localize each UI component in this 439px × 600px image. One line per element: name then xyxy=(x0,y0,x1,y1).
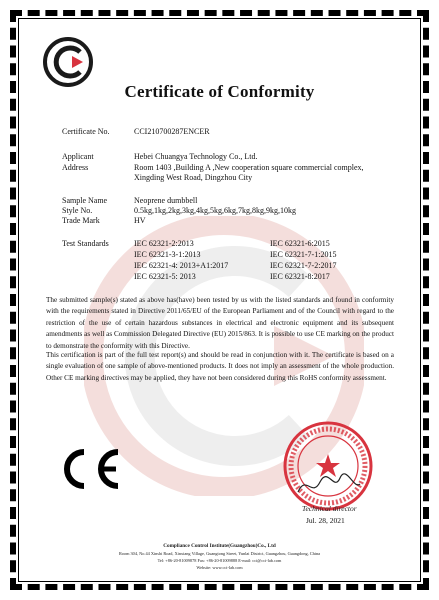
standard-item: IEC 62321-7-2:2017 xyxy=(270,261,337,270)
footer-contact: Tel: +86-20-81009878 Fax: +86-20-81009888 E-mail: cci@cci-lab.com xyxy=(157,558,282,563)
style-no-value: 0.5kg,1kg,2kg,3kg,4kg,5kg,6kg,7kg,8kg,9kg,10kg xyxy=(134,206,296,215)
document-title: Certificate of Conformity xyxy=(124,82,315,101)
signatory-title: Technical director xyxy=(302,504,357,513)
sample-name-label: Sample Name xyxy=(62,196,108,205)
certificate-no-label: Certificate No. xyxy=(62,127,110,136)
trade-mark-value: HV xyxy=(134,216,146,225)
signature-icon xyxy=(294,470,364,500)
address-line-2: Xingding West Road, Dingzhou City xyxy=(134,173,253,182)
standard-item: IEC 62321-5: 2013 xyxy=(134,272,196,281)
conformity-statement: The submitted sample(s) stated as above has(have) been tested by us with the listed standards and found in conformity with the requirements stated in Directive 2011/65/EU of the European Parliament and of the Council with regard to the restriction of the use of certain hazardous substances in electrical and electronic equipment and its subsequent amendments as well as Commission Delegated Directive (EU) 2015/863. It is possible to use CE marking on the product to demonstrate the conformity with this Directive. xyxy=(46,296,394,350)
style-no-label: Style No. xyxy=(62,206,93,215)
footer-company-name: Compliance Control Institute(Guangzhou)Co., Ltd xyxy=(163,543,276,549)
applicant-value: Hebei Chuangya Technology Co., Ltd. xyxy=(134,152,258,161)
applicant-label: Applicant xyxy=(62,152,94,161)
ce-mark-icon xyxy=(54,446,124,492)
standard-item: IEC 62321-7-1:2015 xyxy=(270,250,337,259)
footer-address: Room 304, No.44 Xinshi Road, Xinxiang Village, Guangtong Street, Yunlai District, Guangzhou, Guangdong, China xyxy=(118,551,321,556)
standard-item: IEC 62321-8:2017 xyxy=(270,272,330,281)
address-line-1: Room 1403 ,Building A ,New cooperation square commercial complex, xyxy=(134,163,364,172)
sample-name-value: Neoprene dumbbell xyxy=(134,196,198,205)
footer-website: Website: www.cci-lab.com xyxy=(196,565,243,570)
standard-item: IEC 62321-2:2013 xyxy=(134,239,194,248)
address-label: Address xyxy=(62,163,89,172)
test-standards-label: Test Standards xyxy=(62,239,109,248)
standard-item: IEC 62321-4: 2013+A1:2017 xyxy=(134,261,229,270)
issue-date: Jul. 28, 2021 xyxy=(306,516,345,525)
standard-item: IEC 62321-6:2015 xyxy=(270,239,330,248)
certificate-no-value: CCI210700287ENCER xyxy=(134,127,210,136)
certification-note: This certification is part of the full test report(s) and should be read in conjunction with it. The certificate is based on a single evaluation of one sample of above-mentioned products. It does not imply an assessment of the whole production. Other CE marking directives may be applied, they have not been considered during this RoHS conformity assessment. xyxy=(46,351,394,382)
standard-item: IEC 62321-3-1:2013 xyxy=(134,250,201,259)
trade-mark-label: Trade Mark xyxy=(62,216,100,225)
company-logo-icon xyxy=(42,36,94,88)
